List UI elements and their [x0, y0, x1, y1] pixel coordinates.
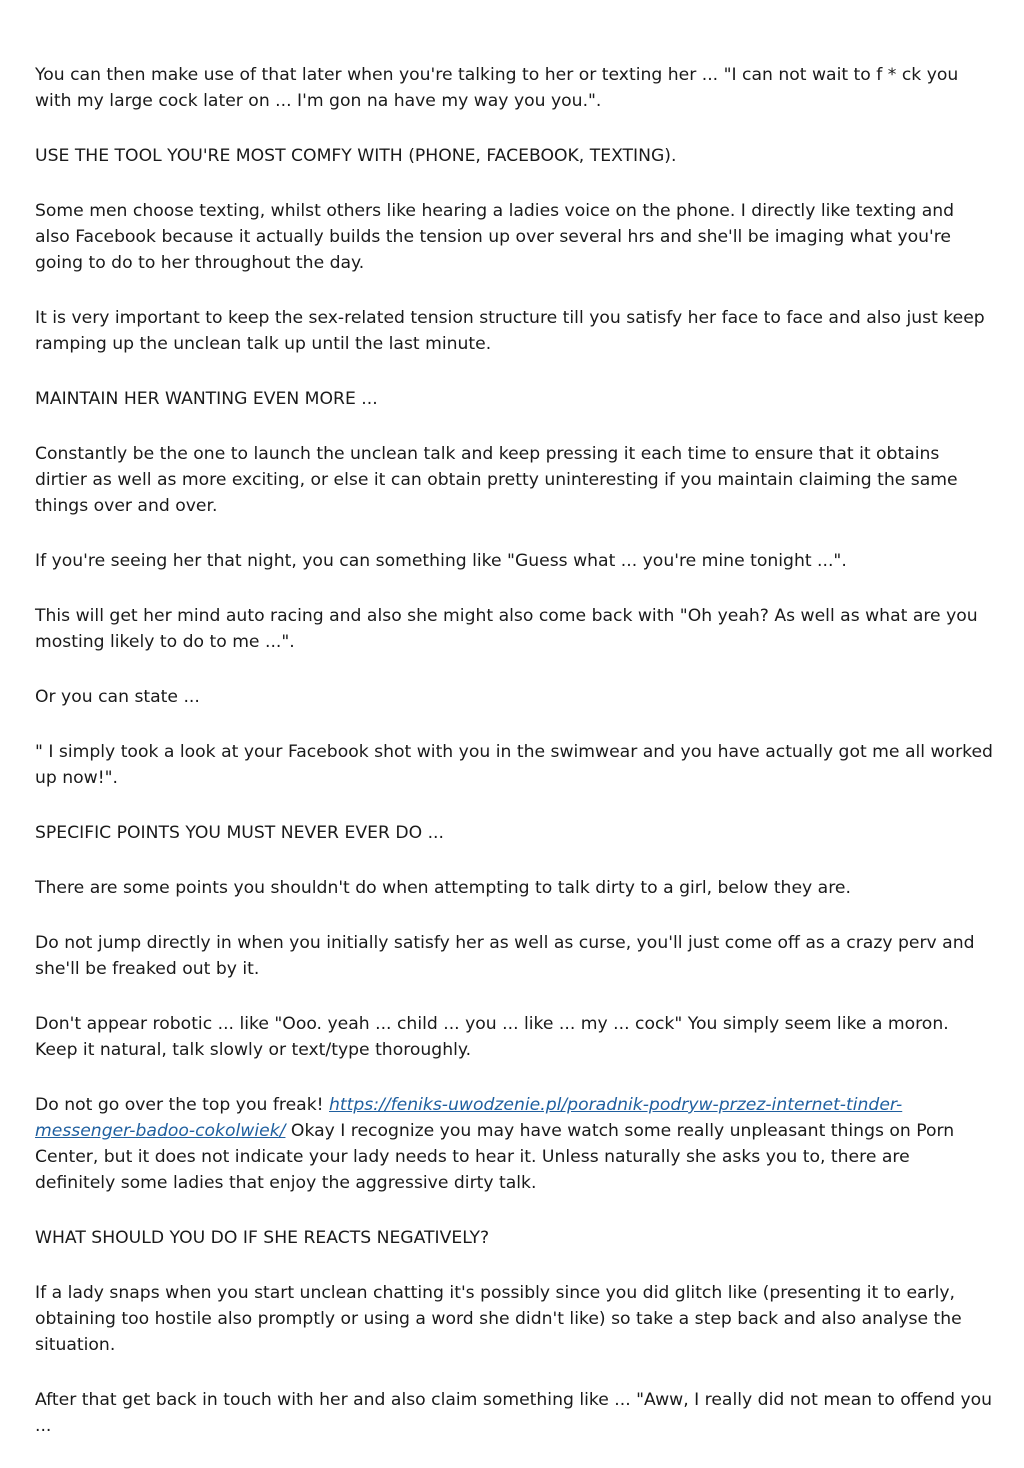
paragraph: Or you can state ... [35, 687, 200, 707]
external-link[interactable]: https://feniks-uwodzenie.pl/poradnik-podryw-przez-internet-tinder-messenger-badoo-cokolwiek/ [35, 1095, 903, 1141]
paragraph: Don't appear robotic ... like "Ooo. yeah ... child ... you ... like ... my ... cock" You simply seem like a moron. Keep it natural, talk slowly or text/type thoroughly. [35, 1014, 949, 1060]
paragraph: Some men choose texting, whilst others like hearing a ladies voice on the phone. I directly like texting and also Facebook because it actually builds the tension up over several hrs and she'll be imaging what you're going to do to her throughout the day. [35, 201, 955, 273]
paragraph: If a lady snaps when you start unclean chatting it's possibly since you did glitch like (presenting it to early, obtaining too hostile also promptly or using a word she didn't like) so take a step back and also analyse the situation. [35, 1283, 962, 1355]
section-heading: USE THE TOOL YOU'RE MOST COMFY WITH (PHONE, FACEBOOK, TEXTING). [35, 146, 677, 166]
paragraph: If you're seeing her that night, you can something like "Guess what ... you're mine tonight ...". [35, 551, 847, 571]
link-paragraph-rest: Okay I recognize you may have watch some really unpleasant things on Porn Center, but it does not indicate your lady needs to hear it. Unless naturally she asks you to, there are definitely some ladies that enjoy the aggressive dirty talk. [35, 1121, 955, 1193]
paragraph: You can then make use of that later when you're talking to her or texting her ... "I can not wait to f * ck you with my large cock later on ... I'm gon na have my way you you.". [35, 65, 959, 111]
link-paragraph [35, 1092, 993, 1196]
paragraph: Do not jump directly in when you initially satisfy her as well as curse, you'll just come off as a crazy perv and she'll be freaked out by it. [35, 933, 975, 979]
document-page [35, 62, 993, 1468]
link-paragraph-lead: Do not go over the top you freak! [35, 1095, 329, 1115]
paragraph: It is very important to keep the sex-related tension structure till you satisfy her face to face and also just keep ramping up the unclean talk up until the last minute. [35, 308, 985, 354]
paragraph: There are some points you shouldn't do when attempting to talk dirty to a girl, below they are. [35, 878, 851, 898]
paragraph: This will get her mind auto racing and also she might also come back with "Oh yeah? As well as what are you mosting likely to do to me ...". [35, 606, 978, 652]
section-heading: MAINTAIN HER WANTING EVEN MORE ... [35, 389, 378, 409]
paragraph: After that get back in touch with her and also claim something like ... "Aww, I really did not mean to offend you ... [35, 1390, 993, 1436]
section-heading: WHAT SHOULD YOU DO IF SHE REACTS NEGATIVELY? [35, 1228, 490, 1248]
paragraph: " I simply took a look at your Facebook shot with you in the swimwear and you have actually got me all worked up now!". [35, 742, 993, 788]
paragraph: Constantly be the one to launch the unclean talk and keep pressing it each time to ensure that it obtains dirtier as well as more exciting, or else it can obtain pretty uninteresting if you maintain claiming the same things over and over. [35, 444, 958, 516]
section-heading: SPECIFIC POINTS YOU MUST NEVER EVER DO ... [35, 823, 444, 843]
